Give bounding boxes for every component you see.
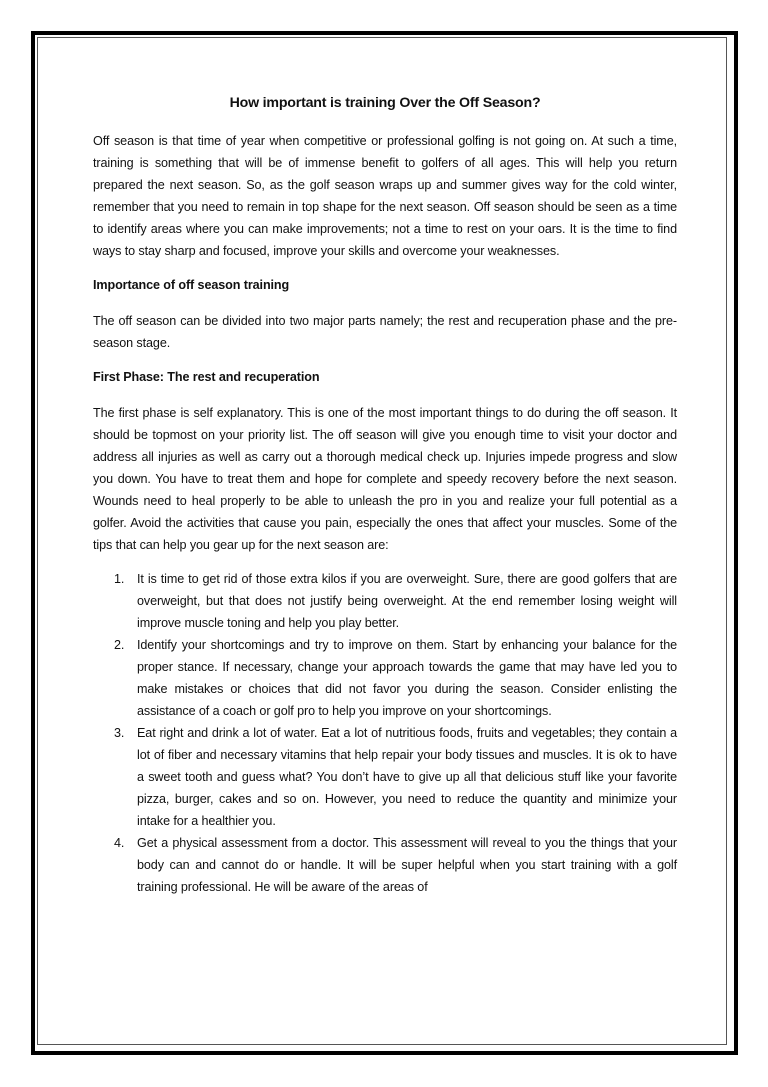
list-item-number: 3. (114, 726, 125, 740)
list-item-number: 1. (114, 572, 125, 586)
list-item-number: 4. (114, 836, 125, 850)
list-item (93, 832, 677, 898)
section-body-importance: The off season can be divided into two major parts namely; the rest and recuperation phase and the pre-season stage. (93, 314, 677, 350)
section-heading-first-phase: First Phase: The rest and recuperation (93, 370, 320, 384)
list-item-text: Identify your shortcomings and try to improve on them. Start by enhancing your balance for the proper stance. If necessary, change your approach towards the game that may have led you to make mistakes or choices that did not favor you during the season. Consider enlisting the assistance of a coach or golf pro to help you improve on your shortcomings. (137, 638, 677, 718)
list-item-text: It is time to get rid of those extra kilos if you are overweight. Sure, there are good golfers that are overweight, but that does not justify being overweight. At the end remember losing weight will improve muscle toning and help you play better. (137, 572, 677, 630)
list-item (93, 568, 677, 634)
section-body-first-phase: The first phase is self explanatory. This is one of the most important things to do during the off season. It should be topmost on your priority list. The off season will give you enough time to visit your doctor and address all injuries as well as carry out a thorough medical check up. Injuries impede progress and slow you down. You have to treat them and hope for complete and speedy recovery before the next season. Wounds need to heal properly to be able to unleash the pro in you and realize your full potential as a golfer. Avoid the activities that cause you pain, especially the ones that affect your muscles. Some of the tips that can help you gear up for the next season are: (93, 406, 677, 552)
intro-paragraph: Off season is that time of year when competitive or professional golfing is not going on. At such a time, training is something that will be of immense benefit to golfers of all ages. This will help you return prepared the next season. So, as the golf season wraps up and summer gives way for the cold winter, remember that you need to remain in top shape for the next season. Off season should be seen as a time to identify areas where you can make improvements; not a time to rest on your oars. It is the time to find ways to stay sharp and focused, improve your skills and overcome your weaknesses. (93, 134, 677, 258)
list-item-number: 2. (114, 638, 125, 652)
list-item (93, 634, 677, 722)
document-page (93, 92, 677, 898)
list-item-text: Eat right and drink a lot of water. Eat a lot of nutritious foods, fruits and vegetables; they contain a lot of fiber and necessary vitamins that help repair your body tissues and muscles. It is ok to have a sweet tooth and guess what? You don’t have to give up all that delicious stuff like your favorite pizza, burger, cakes and so on. However, you need to reduce the quantity and minimize your intake for a healthier you. (137, 726, 677, 828)
tips-list (93, 568, 677, 898)
document-title: How important is training Over the Off Season? (229, 95, 541, 111)
list-item (93, 722, 677, 832)
list-item-text: Get a physical assessment from a doctor. This assessment will reveal to you the things that your body can and cannot do or handle. It will be super helpful when you start training with a golf training professional. He will be aware of the areas of (137, 836, 677, 894)
section-heading-importance: Importance of off season training (93, 278, 290, 292)
